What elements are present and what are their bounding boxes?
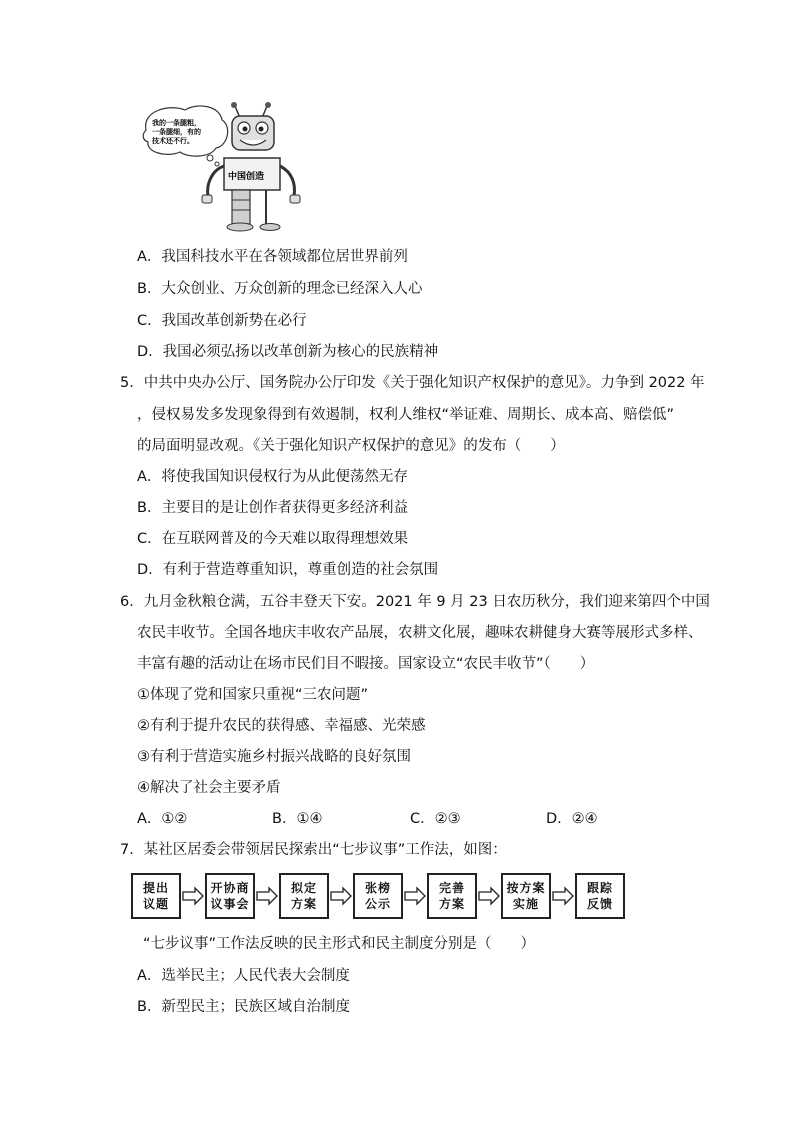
seven-step-flowchart <box>131 868 633 926</box>
q6-statement-2: ②有利于提升农民的获得感、幸福感、光荣感 <box>137 718 426 734</box>
flow-step-2: 开协商 议事会 <box>205 873 255 919</box>
q5-option-d: D．有利于营造尊重知识，尊重创造的社会氛围 <box>137 562 439 578</box>
q7-question: “七步议事”工作法反映的民主形式和民主制度分别是（ ） <box>143 936 536 952</box>
flow-arrow-icon <box>330 886 352 906</box>
q6-statement-4: ④解决了社会主要矛盾 <box>137 780 281 796</box>
q6-stem-line-2: 农民丰收节。全国各地庆丰收农产品展，农耕文化展，趣味农耕健身大赛等展形式多样、 <box>137 625 703 641</box>
flow-arrow-icon <box>478 886 500 906</box>
q6-statement-1: ①体现了党和国家只重视“三农问题” <box>137 687 369 703</box>
q7-stem: 7．某社区居委会带领居民探索出“七步议事”工作法，如图： <box>120 842 507 858</box>
flow-step-1: 提出 议题 <box>131 873 181 919</box>
q6-option-b: B．①④ <box>272 811 323 827</box>
robot-cartoon <box>140 100 305 235</box>
q5-option-c: C．在互联网普及的今天难以取得理想效果 <box>137 531 409 547</box>
flow-step-3: 拟定 方案 <box>279 873 329 919</box>
bubble-line-1: 我的一条腿粗， <box>152 119 201 127</box>
q5-option-b: B．主要目的是让创作者获得更多经济利益 <box>137 500 408 516</box>
flow-arrow-icon <box>182 886 204 906</box>
q4-option-c: C．我国改革创新势在必行 <box>137 313 307 329</box>
q5-stem-line-3: 的局面明显改观。《关于强化知识产权保护的意见》的发布（ ） <box>137 438 565 454</box>
q5-stem-line-1: 5．中共中央办公厅、国务院办公厅印发《关于强化知识产权保护的意见》。力争到 2022 年 <box>120 375 705 391</box>
q6-option-d: D．②④ <box>546 811 598 827</box>
q4-option-a: A．我国科技水平在各领域都位居世界前列 <box>137 249 408 265</box>
flow-step-6: 按方案 实施 <box>501 873 551 919</box>
flow-arrow-icon <box>256 886 278 906</box>
q5-option-a: A．将使我国知识侵权行为从此便荡然无存 <box>137 469 408 485</box>
q5-stem-line-2: ，侵权易发多发现象得到有效遏制，权利人维权“举证难、周期长、成本高、赔偿低” <box>137 407 675 423</box>
robot-sign: 中国创造 <box>228 172 265 182</box>
bubble-line-3: 技术还不行。 <box>152 137 194 145</box>
q7-option-b: B．新型民主；民族区域自治制度 <box>137 999 350 1015</box>
flow-arrow-icon <box>404 886 426 906</box>
q4-option-d: D．我国必须弘扬以改革创新为核心的民族精神 <box>137 344 439 360</box>
q6-option-a: A．①② <box>137 811 188 827</box>
q6-option-c: C．②③ <box>410 811 461 827</box>
q6-stem-line-3: 丰富有趣的活动让在场市民们目不暇接。国家设立“农民丰收节”（ ） <box>137 656 595 672</box>
flow-step-4: 张榜 公示 <box>353 873 403 919</box>
q6-statement-3: ③有利于营造实施乡村振兴战略的良好氛围 <box>137 749 411 765</box>
bubble-line-2: 一条腿细，有的 <box>152 128 201 136</box>
flow-step-7: 跟踪 反馈 <box>575 873 625 919</box>
q7-option-a: A．选举民主；人民代表大会制度 <box>137 968 350 984</box>
q6-stem-line-1: 6．九月金秋粮仓满，五谷丰登天下安。2021 年 9 月 23 日农历秋分，我们迎来第四个中国 <box>120 594 710 610</box>
q4-option-b: B．大众创业、万众创新的理念已经深入人心 <box>137 281 423 297</box>
flow-arrow-icon <box>552 886 574 906</box>
flow-step-5: 完善 方案 <box>427 873 477 919</box>
